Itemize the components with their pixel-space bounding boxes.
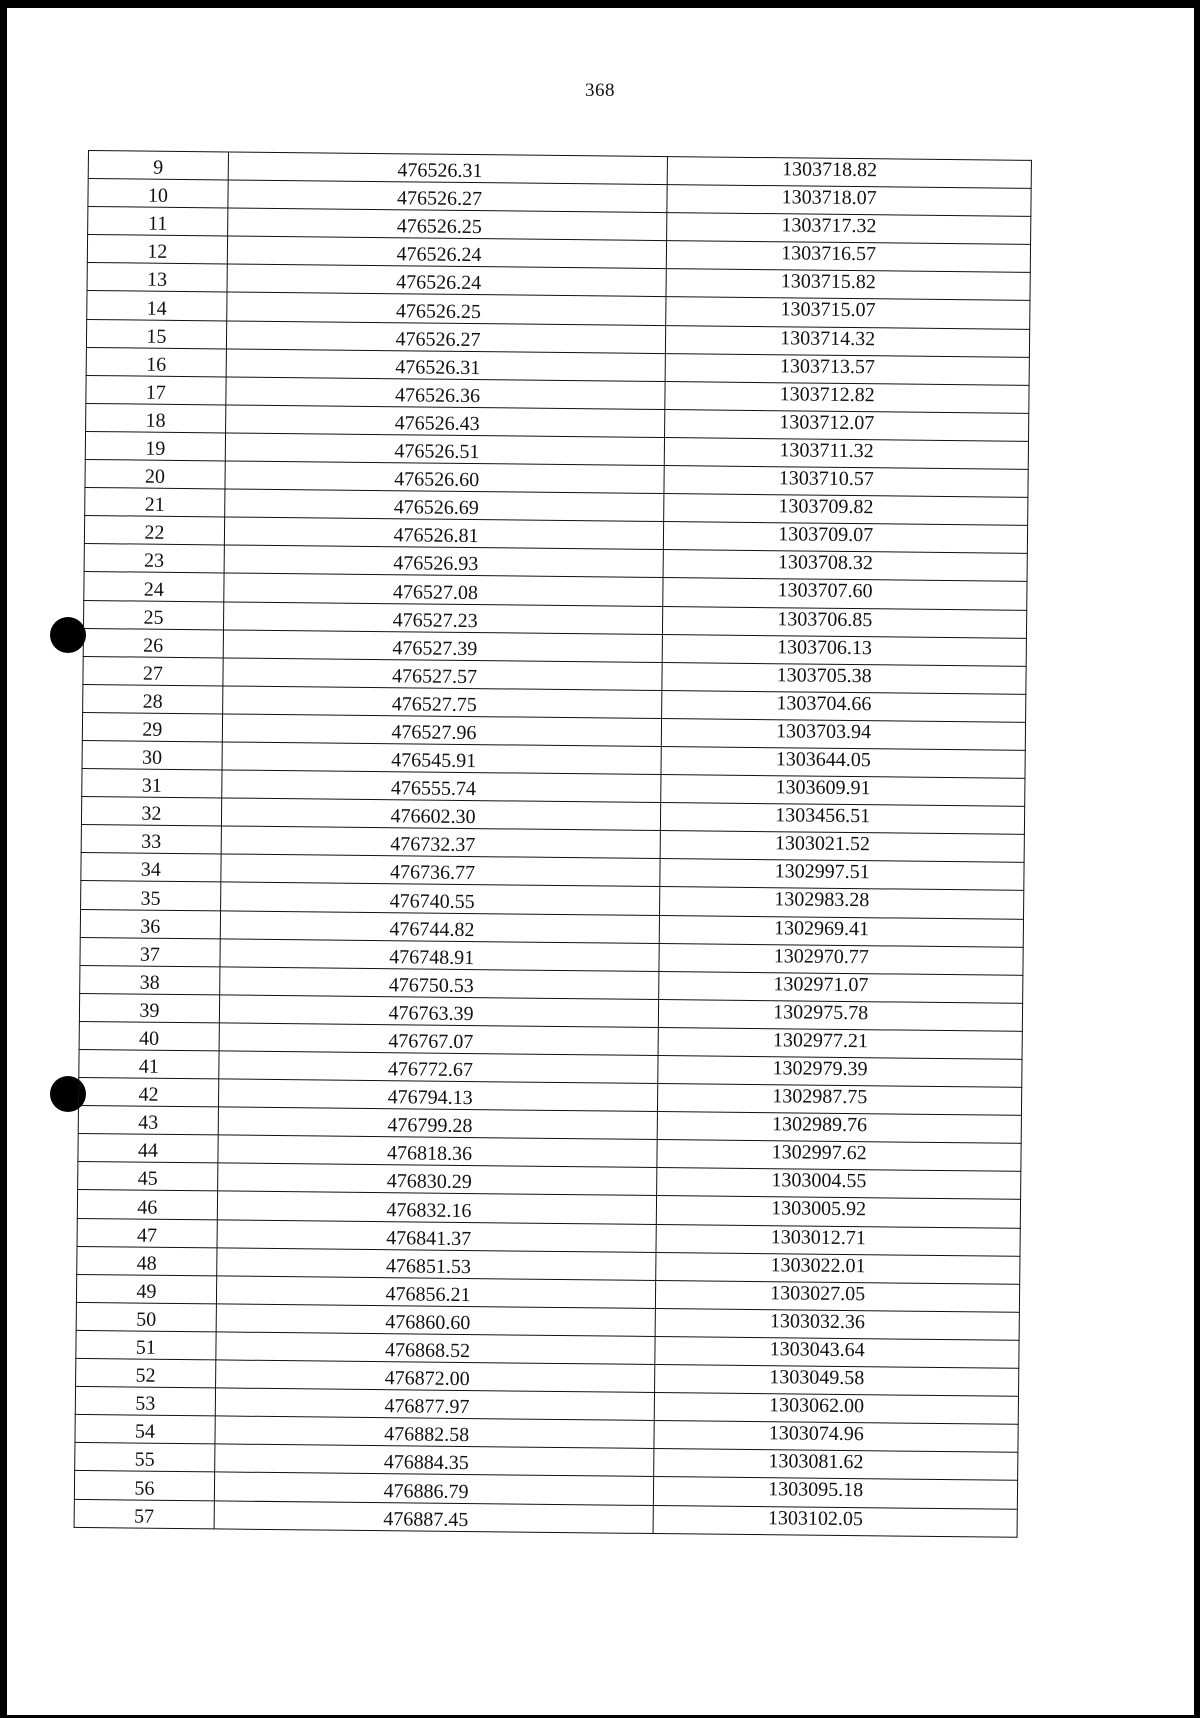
y-coordinate-cell bbox=[664, 494, 1028, 526]
point-number-cell bbox=[86, 319, 226, 349]
y-coordinate-cell bbox=[653, 1505, 1017, 1537]
y-coordinate-cell bbox=[668, 157, 1032, 189]
y-coordinate-cell-value: 1303712.07 bbox=[779, 411, 875, 435]
y-coordinate-cell-value: 1303717.32 bbox=[781, 214, 877, 238]
x-coordinate-cell-value: 476772.67 bbox=[387, 1058, 474, 1082]
y-coordinate-cell-value: 1303707.60 bbox=[777, 579, 873, 603]
point-number-cell-value: 23 bbox=[143, 550, 165, 573]
point-number-cell-value: 51 bbox=[135, 1336, 156, 1359]
y-coordinate-cell bbox=[665, 437, 1029, 469]
point-number-cell bbox=[80, 909, 220, 939]
x-coordinate-cell-value: 476884.35 bbox=[383, 1451, 469, 1475]
point-number-cell-value: 41 bbox=[138, 1055, 159, 1078]
point-number-cell bbox=[84, 516, 224, 546]
x-coordinate-cell-value: 476877.97 bbox=[384, 1395, 470, 1419]
point-number-cell bbox=[87, 291, 227, 321]
y-coordinate-cell-value: 1303703.94 bbox=[776, 720, 872, 744]
x-coordinate-cell-value: 476602.30 bbox=[390, 805, 476, 829]
point-number-cell bbox=[77, 1218, 217, 1248]
y-coordinate-cell bbox=[659, 999, 1023, 1031]
point-number-cell-value: 50 bbox=[136, 1308, 157, 1331]
y-coordinate-cell-value: 1302979.39 bbox=[772, 1057, 868, 1081]
y-coordinate-cell bbox=[666, 325, 1030, 357]
point-number-cell bbox=[74, 1471, 214, 1501]
y-coordinate-cell bbox=[662, 718, 1026, 750]
x-coordinate-cell-value: 476526.31 bbox=[397, 159, 483, 183]
point-number-cell bbox=[77, 1246, 217, 1276]
x-coordinate-cell-value: 476527.96 bbox=[391, 721, 477, 745]
x-coordinate-cell-value: 476744.82 bbox=[389, 917, 475, 941]
y-coordinate-cell bbox=[661, 747, 1025, 779]
x-coordinate-cell bbox=[228, 180, 668, 213]
y-coordinate-cell bbox=[661, 803, 1025, 835]
x-coordinate-cell-value: 476818.36 bbox=[386, 1142, 473, 1166]
y-coordinate-cell bbox=[658, 1056, 1022, 1088]
point-number-cell-value: 49 bbox=[136, 1280, 157, 1303]
y-coordinate-cell bbox=[666, 269, 1030, 301]
y-coordinate-cell bbox=[654, 1477, 1018, 1509]
point-number-cell bbox=[87, 263, 227, 293]
y-coordinate-cell-value: 1303456.51 bbox=[775, 804, 871, 828]
point-number-cell-value: 40 bbox=[138, 1027, 160, 1050]
point-number-cell-value: 24 bbox=[143, 578, 164, 601]
y-coordinate-cell bbox=[657, 1168, 1021, 1200]
x-coordinate-cell-value: 476748.91 bbox=[389, 945, 475, 969]
point-number-cell-value: 56 bbox=[134, 1477, 155, 1500]
x-coordinate-cell-value: 476526.27 bbox=[396, 187, 483, 211]
point-number-cell-value: 48 bbox=[136, 1252, 157, 1275]
x-coordinate-cell bbox=[228, 152, 668, 185]
point-number-cell-value: 37 bbox=[139, 943, 161, 966]
point-number-cell bbox=[77, 1190, 217, 1220]
point-number-cell-value: 55 bbox=[134, 1448, 155, 1472]
x-coordinate-cell-value: 476555.74 bbox=[390, 777, 477, 801]
y-coordinate-cell-value: 1303706.13 bbox=[776, 635, 873, 659]
point-number-cell bbox=[79, 1021, 219, 1051]
x-coordinate-cell bbox=[225, 433, 665, 466]
y-coordinate-cell bbox=[656, 1280, 1020, 1312]
point-number-cell bbox=[81, 825, 221, 855]
x-coordinate-cell bbox=[223, 658, 663, 691]
y-coordinate-cell-value: 1303074.96 bbox=[768, 1422, 864, 1446]
x-coordinate-cell-value: 476527.08 bbox=[392, 580, 479, 604]
point-number-cell-value: 9 bbox=[153, 156, 164, 179]
y-coordinate-cell-value: 1303644.05 bbox=[775, 748, 871, 772]
y-coordinate-cell-value: 1303705.38 bbox=[776, 663, 872, 687]
y-coordinate-cell bbox=[667, 185, 1031, 217]
x-coordinate-cell-value: 476886.79 bbox=[383, 1479, 469, 1503]
y-coordinate-cell-value: 1302997.51 bbox=[774, 860, 870, 884]
y-coordinate-cell-value: 1302975.78 bbox=[773, 1001, 869, 1025]
y-coordinate-cell bbox=[655, 1336, 1019, 1368]
x-coordinate-cell-value: 476526.27 bbox=[395, 327, 481, 351]
point-number-cell bbox=[78, 1162, 218, 1192]
y-coordinate-cell bbox=[664, 466, 1028, 498]
y-coordinate-cell bbox=[665, 409, 1029, 441]
y-coordinate-cell-value: 1303043.64 bbox=[769, 1338, 865, 1362]
y-coordinate-cell bbox=[661, 775, 1025, 807]
point-number-cell-value: 12 bbox=[147, 241, 168, 264]
x-coordinate-cell bbox=[220, 939, 660, 972]
y-coordinate-cell bbox=[654, 1449, 1018, 1481]
point-number-cell-value: 26 bbox=[143, 634, 164, 657]
point-number-cell-value: 28 bbox=[142, 690, 163, 713]
y-coordinate-cell bbox=[658, 1112, 1022, 1144]
y-coordinate-cell-value: 1302970.77 bbox=[773, 944, 869, 968]
x-coordinate-cell-value: 476526.31 bbox=[395, 355, 481, 379]
x-coordinate-cell-value: 476526.36 bbox=[394, 384, 481, 407]
y-coordinate-cell bbox=[659, 943, 1023, 975]
x-coordinate-cell-value: 476767.07 bbox=[388, 1030, 474, 1054]
x-coordinate-cell bbox=[222, 714, 662, 747]
point-number-cell-value: 22 bbox=[144, 521, 165, 545]
x-coordinate-cell-value: 476526.24 bbox=[396, 271, 482, 295]
x-coordinate-cell-value: 476732.37 bbox=[390, 833, 476, 857]
point-number-cell bbox=[76, 1274, 216, 1304]
y-coordinate-cell bbox=[655, 1308, 1019, 1340]
point-number-cell-value: 27 bbox=[142, 662, 164, 685]
point-number-cell-value: 18 bbox=[145, 409, 166, 432]
point-number-cell bbox=[79, 993, 219, 1023]
y-coordinate-cell bbox=[655, 1365, 1019, 1397]
point-number-cell-value: 31 bbox=[141, 774, 162, 797]
y-coordinate-cell-value: 1303709.82 bbox=[778, 495, 874, 519]
coordinates-table-body bbox=[74, 151, 1031, 1537]
x-coordinate-cell-value: 476527.57 bbox=[391, 664, 478, 688]
point-number-cell-value: 16 bbox=[146, 353, 167, 376]
point-number-cell bbox=[79, 1049, 219, 1079]
y-coordinate-cell bbox=[658, 1084, 1022, 1116]
point-number-cell-value: 14 bbox=[146, 297, 167, 320]
y-coordinate-cell bbox=[660, 887, 1024, 919]
x-coordinate-cell bbox=[226, 349, 666, 382]
point-number-cell bbox=[78, 1134, 218, 1164]
x-coordinate-cell-value: 476887.45 bbox=[383, 1507, 469, 1531]
point-number-cell-value: 53 bbox=[135, 1392, 156, 1415]
point-number-cell bbox=[81, 853, 221, 883]
y-coordinate-cell bbox=[656, 1252, 1020, 1284]
point-number-cell-value: 17 bbox=[145, 381, 166, 404]
point-number-cell-value: 43 bbox=[138, 1111, 159, 1135]
x-coordinate-cell-value: 476526.43 bbox=[394, 412, 480, 436]
y-coordinate-cell-value: 1302969.41 bbox=[773, 916, 870, 940]
point-number-cell bbox=[85, 460, 225, 490]
x-coordinate-cell bbox=[223, 630, 663, 663]
x-coordinate-cell bbox=[214, 1500, 654, 1533]
point-number-cell-value: 34 bbox=[140, 859, 161, 882]
x-coordinate-cell-value: 476860.60 bbox=[385, 1311, 471, 1335]
x-coordinate-cell-value: 476526.60 bbox=[394, 468, 480, 492]
y-coordinate-cell bbox=[663, 550, 1027, 582]
x-coordinate-cell-value: 476526.69 bbox=[393, 496, 479, 520]
y-coordinate-cell-value: 1303708.32 bbox=[777, 551, 873, 575]
point-number-cell bbox=[76, 1358, 216, 1388]
x-coordinate-cell bbox=[216, 1304, 656, 1337]
point-number-cell-value: 10 bbox=[147, 184, 169, 208]
point-number-cell-value: 11 bbox=[147, 212, 168, 236]
y-coordinate-cell-value: 1303027.05 bbox=[770, 1281, 866, 1305]
y-coordinate-cell-value: 1303005.92 bbox=[771, 1197, 867, 1221]
point-number-cell bbox=[76, 1302, 216, 1332]
point-number-cell bbox=[86, 403, 226, 433]
point-number-cell-value: 20 bbox=[144, 465, 166, 488]
point-number-cell-value: 19 bbox=[145, 437, 166, 460]
x-coordinate-cell-value: 476736.77 bbox=[389, 861, 476, 885]
point-number-cell-value: 45 bbox=[137, 1168, 158, 1191]
x-coordinate-cell bbox=[219, 1023, 659, 1056]
punch-hole-top bbox=[50, 617, 86, 653]
x-coordinate-cell bbox=[216, 1332, 656, 1365]
y-coordinate-cell bbox=[656, 1224, 1020, 1256]
x-coordinate-cell bbox=[217, 1219, 657, 1252]
point-number-cell-value: 21 bbox=[144, 493, 165, 517]
y-coordinate-cell-value: 1303609.91 bbox=[775, 776, 871, 800]
point-number-cell bbox=[83, 600, 223, 630]
point-number-cell bbox=[88, 151, 228, 181]
x-coordinate-cell-value: 476830.29 bbox=[386, 1170, 472, 1194]
x-coordinate-cell bbox=[225, 461, 665, 494]
y-coordinate-cell bbox=[663, 634, 1027, 666]
coordinates-table bbox=[74, 150, 1032, 1537]
y-coordinate-cell-value: 1303704.66 bbox=[776, 692, 872, 716]
point-number-cell bbox=[78, 1078, 218, 1108]
y-coordinate-cell-value: 1303712.82 bbox=[779, 383, 875, 407]
x-coordinate-cell bbox=[226, 377, 666, 410]
y-coordinate-cell-value: 1303718.07 bbox=[781, 186, 877, 210]
x-coordinate-cell-value: 476526.51 bbox=[394, 440, 480, 464]
point-number-cell bbox=[82, 712, 222, 742]
point-number-cell-value: 30 bbox=[141, 746, 163, 769]
point-number-cell-value: 54 bbox=[134, 1420, 156, 1444]
x-coordinate-cell bbox=[225, 405, 665, 438]
x-coordinate-cell bbox=[220, 910, 660, 943]
y-coordinate-cell-value: 1303713.57 bbox=[779, 354, 876, 378]
x-coordinate-cell-value: 476868.52 bbox=[384, 1339, 471, 1363]
point-number-cell bbox=[75, 1415, 215, 1445]
point-number-cell-value: 44 bbox=[137, 1139, 159, 1163]
x-coordinate-cell bbox=[219, 995, 659, 1028]
y-coordinate-cell-value: 1303095.18 bbox=[768, 1478, 864, 1502]
y-coordinate-cell bbox=[655, 1393, 1019, 1425]
point-number-cell bbox=[80, 965, 220, 995]
x-coordinate-cell bbox=[216, 1276, 656, 1309]
y-coordinate-cell bbox=[663, 578, 1027, 610]
x-coordinate-cell-value: 476851.53 bbox=[385, 1254, 472, 1278]
point-number-cell bbox=[76, 1330, 216, 1360]
point-number-cell-value: 57 bbox=[133, 1505, 155, 1528]
point-number-cell bbox=[86, 347, 226, 377]
y-coordinate-cell bbox=[666, 297, 1030, 329]
y-coordinate-cell bbox=[659, 971, 1023, 1003]
y-coordinate-cell-value: 1303711.32 bbox=[779, 439, 874, 463]
point-number-cell bbox=[84, 544, 224, 574]
y-coordinate-cell-value: 1303710.57 bbox=[778, 467, 874, 491]
y-coordinate-cell bbox=[664, 522, 1028, 554]
x-coordinate-cell-value: 476832.16 bbox=[386, 1198, 472, 1222]
y-coordinate-cell bbox=[667, 241, 1031, 273]
x-coordinate-cell-value: 476856.21 bbox=[385, 1283, 471, 1306]
y-coordinate-cell-value: 1303709.07 bbox=[778, 523, 874, 547]
point-number-cell bbox=[83, 684, 223, 714]
x-coordinate-cell-value: 476763.39 bbox=[388, 1002, 474, 1025]
y-coordinate-cell bbox=[660, 915, 1024, 947]
point-number-cell bbox=[85, 488, 225, 518]
point-number-cell bbox=[74, 1499, 214, 1529]
point-number-cell-value: 29 bbox=[142, 718, 163, 741]
y-coordinate-cell-value: 1303062.00 bbox=[768, 1394, 865, 1418]
y-coordinate-cell-value: 1303049.58 bbox=[769, 1366, 865, 1390]
y-coordinate-cell-value: 1303706.85 bbox=[777, 607, 873, 631]
point-number-cell-value: 13 bbox=[146, 269, 168, 292]
y-coordinate-cell-value: 1302977.21 bbox=[772, 1029, 868, 1053]
x-coordinate-cell-value: 476799.28 bbox=[387, 1114, 473, 1138]
y-coordinate-cell bbox=[667, 213, 1031, 245]
x-coordinate-cell-value: 476882.58 bbox=[384, 1423, 470, 1447]
x-coordinate-cell-value: 476527.75 bbox=[391, 693, 477, 716]
point-number-cell-value: 38 bbox=[139, 971, 160, 994]
point-number-cell-value: 42 bbox=[138, 1083, 159, 1106]
point-number-cell bbox=[83, 656, 223, 686]
y-coordinate-cell-value: 1303716.57 bbox=[781, 242, 877, 266]
y-coordinate-cell-value: 1302983.28 bbox=[774, 888, 870, 912]
point-number-cell bbox=[81, 797, 221, 827]
point-number-cell bbox=[88, 207, 228, 237]
y-coordinate-cell bbox=[665, 381, 1029, 413]
y-coordinate-cell-value: 1302997.62 bbox=[771, 1141, 867, 1165]
y-coordinate-cell-value: 1303715.07 bbox=[780, 298, 876, 322]
x-coordinate-cell-value: 476841.37 bbox=[386, 1226, 472, 1250]
x-coordinate-cell-value: 476750.53 bbox=[388, 974, 474, 997]
y-coordinate-cell bbox=[662, 690, 1026, 722]
y-coordinate-cell bbox=[657, 1140, 1021, 1172]
y-coordinate-cell-value: 1302989.76 bbox=[771, 1113, 868, 1137]
y-coordinate-cell bbox=[663, 606, 1027, 638]
point-number-cell bbox=[83, 628, 223, 658]
point-number-cell-value: 36 bbox=[140, 915, 161, 938]
point-number-cell bbox=[75, 1443, 215, 1473]
point-number-cell-value: 52 bbox=[135, 1364, 156, 1387]
y-coordinate-cell-value: 1303004.55 bbox=[771, 1169, 867, 1193]
y-coordinate-cell-value: 1303021.52 bbox=[774, 832, 871, 856]
point-number-cell bbox=[85, 431, 225, 461]
y-coordinate-cell bbox=[665, 353, 1029, 385]
point-number-cell-value: 47 bbox=[136, 1224, 158, 1247]
x-coordinate-cell-value: 476527.23 bbox=[392, 608, 478, 632]
point-number-cell bbox=[78, 1106, 218, 1136]
x-coordinate-cell-value: 476526.81 bbox=[393, 524, 479, 548]
point-number-cell bbox=[82, 769, 222, 799]
y-coordinate-cell-value: 1303718.82 bbox=[781, 158, 878, 182]
x-coordinate-cell bbox=[222, 686, 662, 719]
point-number-cell bbox=[75, 1387, 215, 1417]
x-coordinate-cell-value: 476526.25 bbox=[396, 215, 482, 239]
point-number-cell bbox=[88, 179, 228, 209]
y-coordinate-cell-value: 1303022.01 bbox=[770, 1253, 866, 1277]
x-coordinate-cell-value: 476526.24 bbox=[396, 243, 482, 267]
point-number-cell bbox=[84, 572, 224, 602]
point-number-cell-value: 15 bbox=[146, 325, 167, 348]
x-coordinate-cell-value: 476526.93 bbox=[393, 552, 479, 576]
y-coordinate-cell-value: 1303032.36 bbox=[769, 1310, 866, 1334]
point-number-cell bbox=[82, 740, 222, 770]
x-coordinate-cell-value: 476526.25 bbox=[395, 299, 482, 323]
x-coordinate-cell bbox=[217, 1248, 657, 1281]
y-coordinate-cell-value: 1303715.82 bbox=[780, 270, 876, 294]
page-number: 368 bbox=[585, 80, 615, 101]
point-number-cell bbox=[80, 937, 220, 967]
point-number-cell-value: 35 bbox=[140, 887, 161, 910]
y-coordinate-cell bbox=[660, 831, 1024, 863]
point-number-cell-value: 39 bbox=[139, 999, 160, 1022]
y-coordinate-cell-value: 1303081.62 bbox=[768, 1450, 864, 1474]
point-number-cell bbox=[86, 375, 226, 405]
x-coordinate-cell-value: 476794.13 bbox=[387, 1086, 473, 1110]
y-coordinate-cell bbox=[662, 662, 1026, 694]
y-coordinate-cell-value: 1303714.32 bbox=[780, 326, 876, 350]
x-coordinate-cell-value: 476740.55 bbox=[389, 889, 475, 913]
y-coordinate-cell bbox=[654, 1421, 1018, 1453]
point-number-cell-value: 46 bbox=[137, 1196, 158, 1219]
point-number-cell-value: 25 bbox=[143, 606, 164, 629]
point-number-cell-value: 33 bbox=[141, 830, 162, 854]
point-number-cell-value: 32 bbox=[141, 802, 162, 826]
y-coordinate-cell-value: 1302987.75 bbox=[772, 1085, 868, 1109]
y-coordinate-cell bbox=[658, 1027, 1022, 1059]
y-coordinate-cell bbox=[660, 859, 1024, 891]
x-coordinate-cell bbox=[217, 1191, 657, 1224]
y-coordinate-cell-value: 1303012.71 bbox=[770, 1225, 866, 1249]
x-coordinate-cell bbox=[222, 742, 662, 775]
x-coordinate-cell-value: 476527.39 bbox=[392, 636, 478, 660]
x-coordinate-cell bbox=[219, 967, 659, 1000]
y-coordinate-cell-value: 1302971.07 bbox=[773, 972, 869, 996]
y-coordinate-cell-value: 1303102.05 bbox=[767, 1506, 863, 1530]
point-number-cell bbox=[81, 881, 221, 911]
x-coordinate-cell-value: 476545.91 bbox=[391, 749, 477, 773]
point-number-cell bbox=[87, 235, 227, 265]
x-coordinate-cell-value: 476872.00 bbox=[384, 1367, 470, 1391]
y-coordinate-cell bbox=[657, 1196, 1021, 1228]
